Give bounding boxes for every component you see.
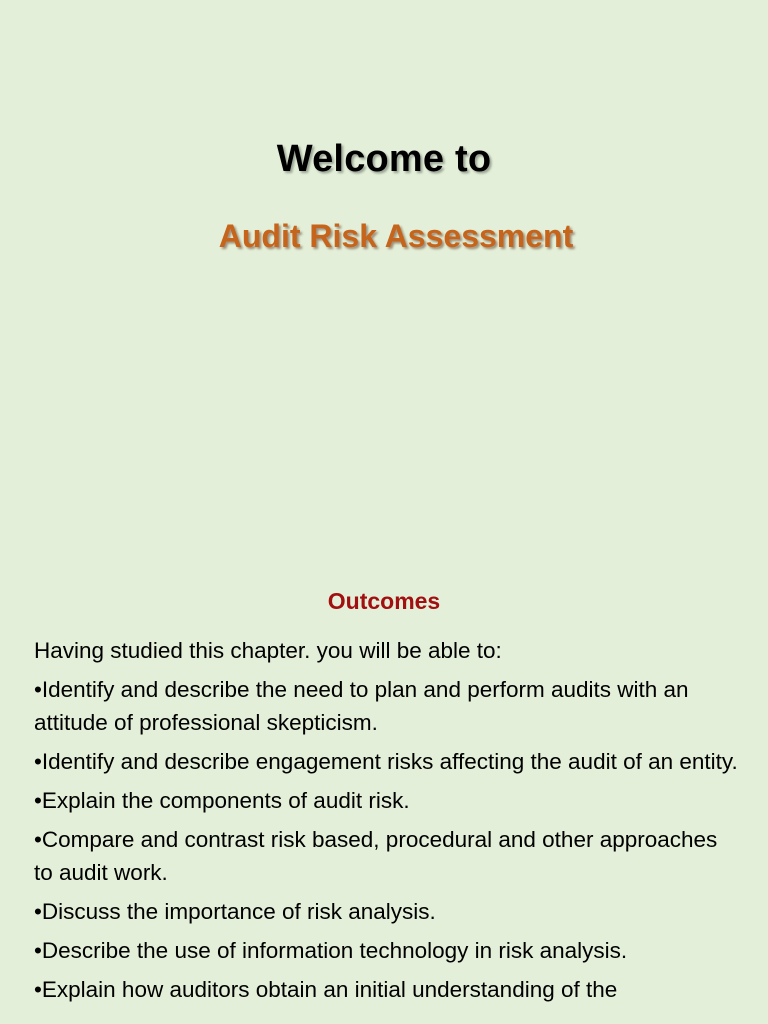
outcome-item-7: • Explain how auditors obtain an initial understanding of the: [34, 973, 742, 1006]
welcome-heading: Welcome to: [276, 138, 492, 180]
outcome-item-1: • Identify and describe the need to plan and perform audits with an attitude of professional skepticism.: [34, 673, 742, 739]
outcome-item-2: • Identify and describe engagement risks affecting the audit of an entity.: [34, 745, 742, 778]
outcome-item-6: • Describe the use of information technology in risk analysis.: [34, 934, 742, 967]
outcomes-heading: Outcomes: [327, 588, 441, 614]
outcomes-section: [34, 634, 742, 1012]
course-title: Audit Risk Assessment: [218, 218, 574, 254]
outcome-item-4: • Compare and contrast risk based, procedural and other approaches to audit work.: [34, 823, 742, 889]
outcome-item-3: • Explain the components of audit risk.: [34, 784, 742, 817]
outcomes-intro: Having studied this chapter. you will be able to:: [34, 638, 502, 663]
outcome-item-5: • Discuss the importance of risk analysis.: [34, 895, 742, 928]
